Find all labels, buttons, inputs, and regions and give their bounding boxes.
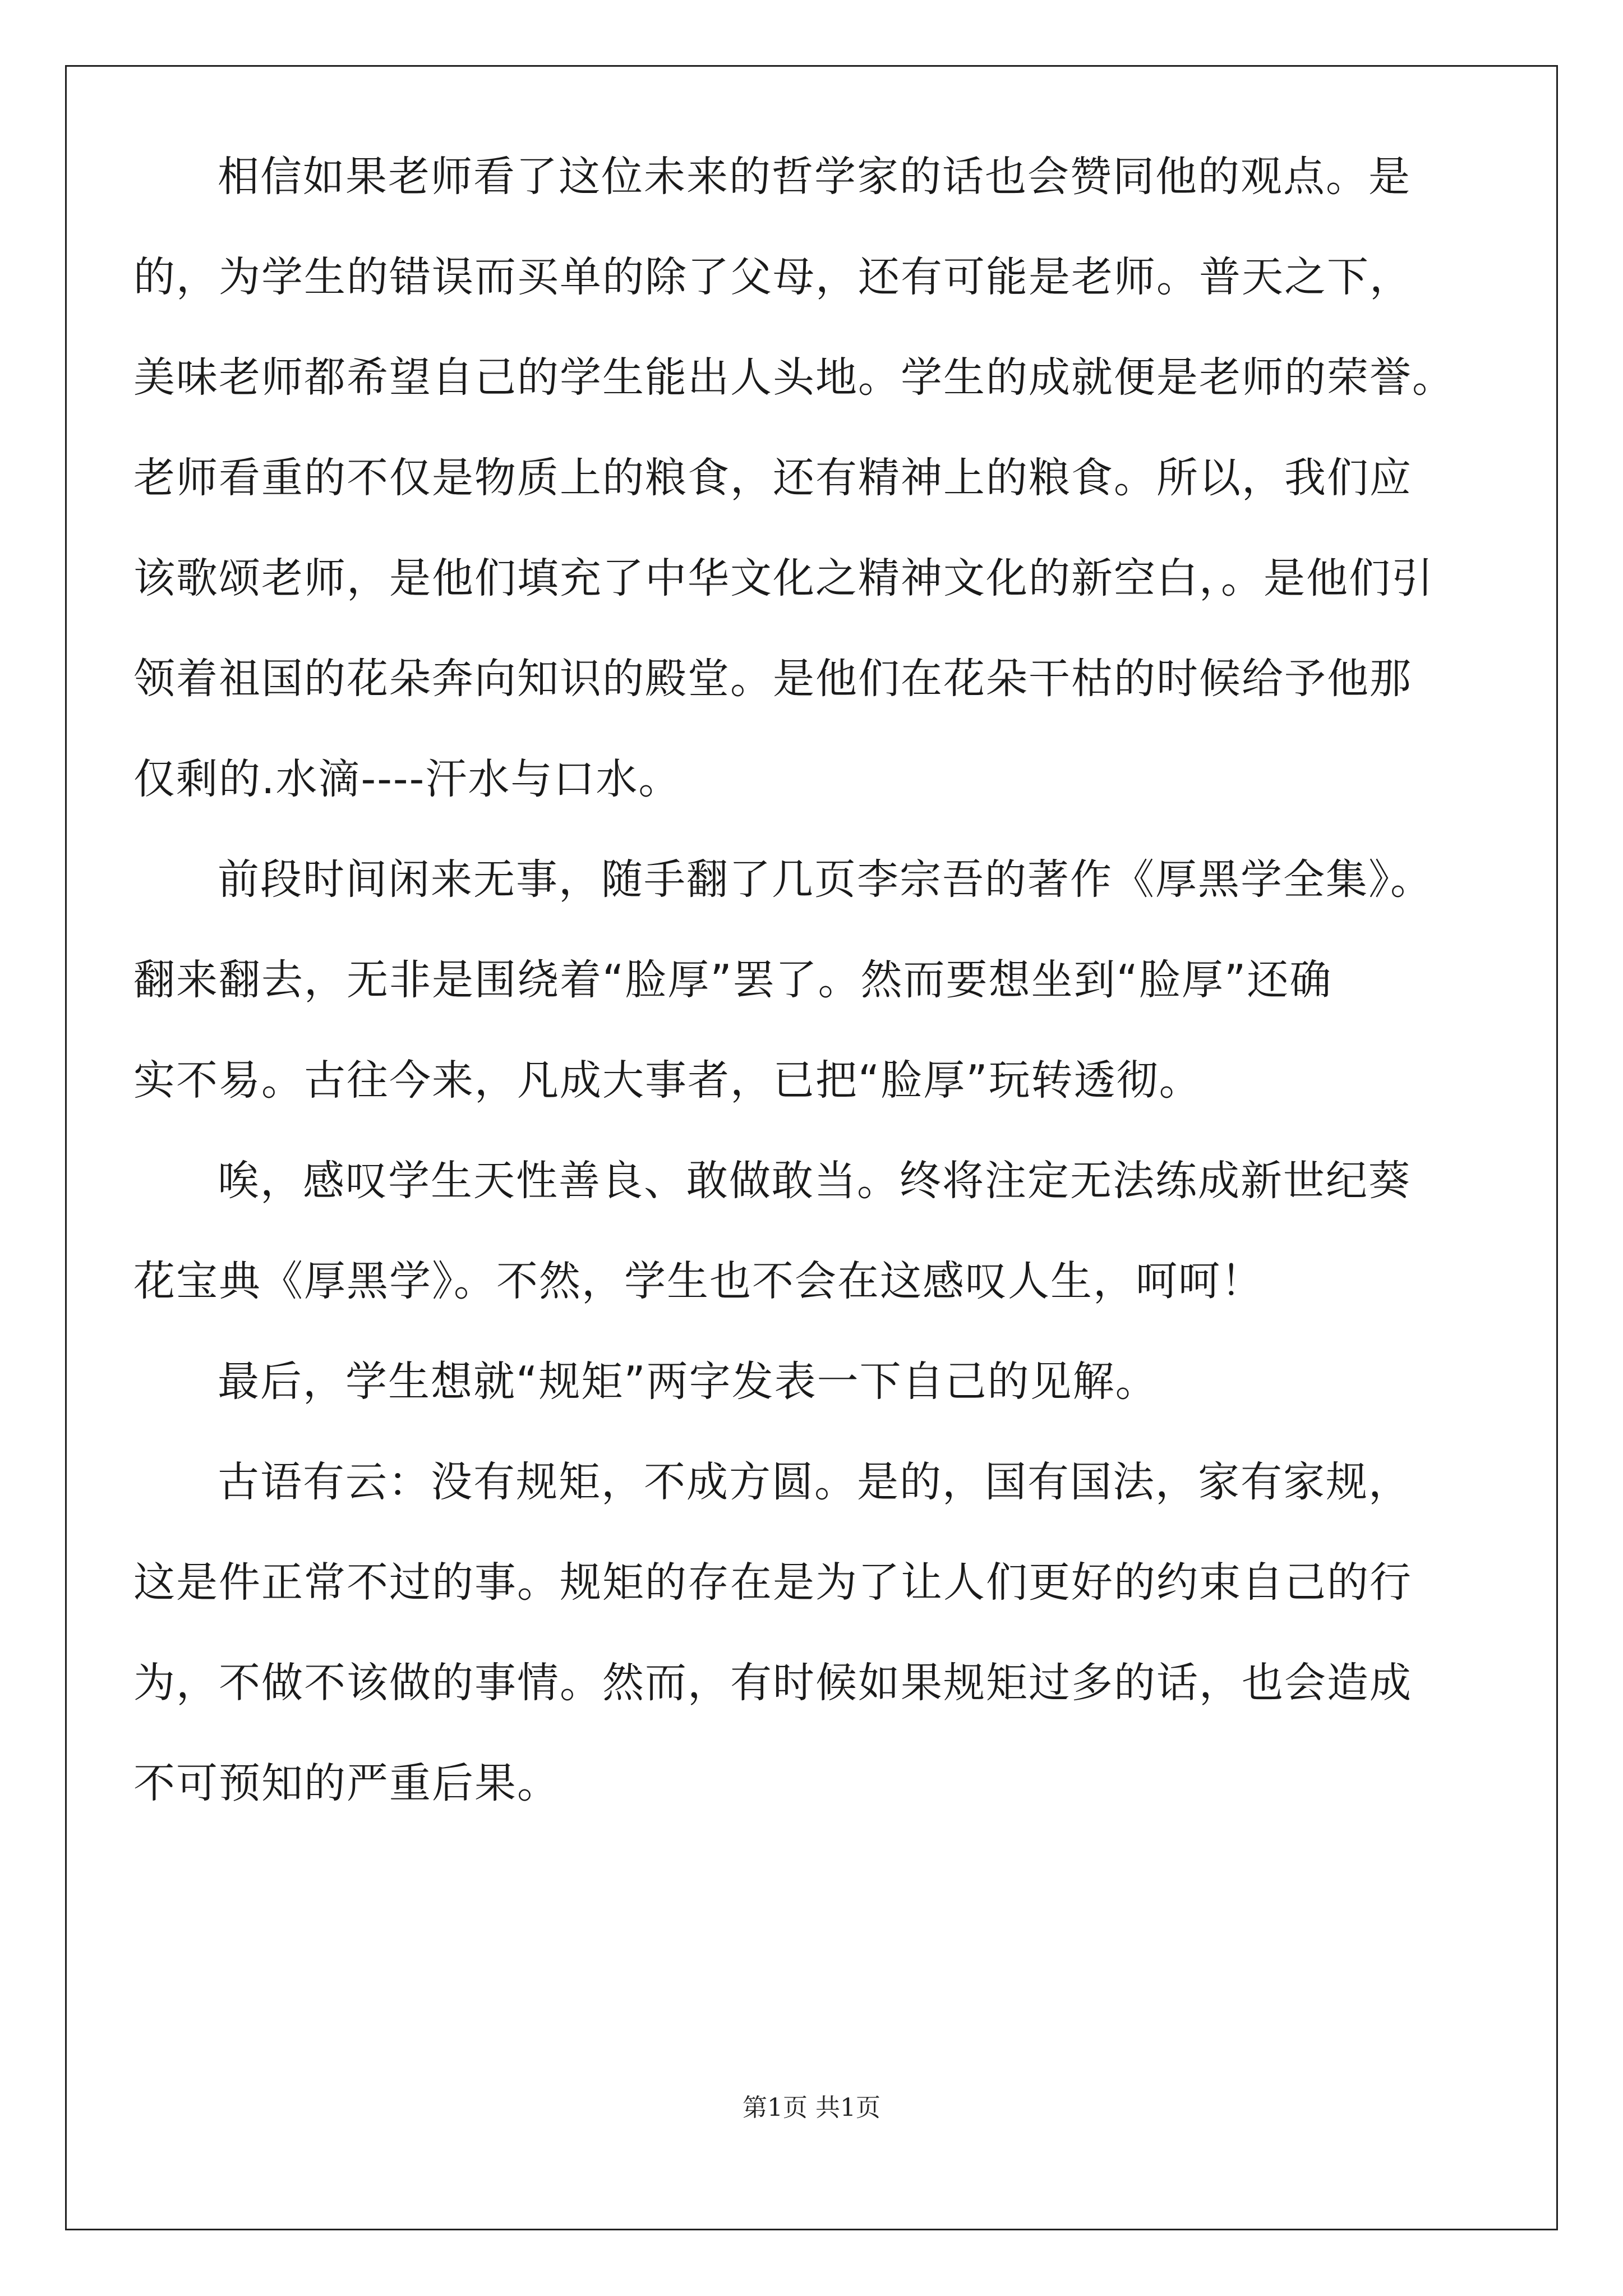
text-line: 不可预知的严重后果。 xyxy=(133,1759,560,1807)
text-line: 唉，感叹学生天性善良、敢做敢当。终将注定无法练成新世纪葵 xyxy=(218,1157,1411,1205)
text-line: 翻来翻去，无非是围绕着“脸厚”罢了。然而要想坐到“脸厚”还确 xyxy=(133,956,1332,1004)
text-line: 为，不做不该做的事情。然而，有时候如果规矩过多的话，也会造成 xyxy=(133,1659,1412,1707)
text-line: 的，为学生的错误而买单的除了父母，还有可能是老师。普天之下， xyxy=(133,253,1412,301)
text-line: 实不易。古往今来，凡成大事者，已把“脸厚”玩转透彻。 xyxy=(133,1056,1202,1105)
text-line: 花宝典《厚黑学》。不然，学生也不会在这感叹人生，呵呵！ xyxy=(133,1257,1264,1305)
text-line: 最后，学生想就“规矩”两字发表一下自己的见解。 xyxy=(218,1358,1158,1406)
page-number-footer: 第1页 共1页 xyxy=(743,2093,880,2122)
text-line: 老师看重的不仅是物质上的粮食，还有精神上的粮食。所以，我们应 xyxy=(133,454,1412,502)
text-line: 美味老师都希望自己的学生能出人头地。学生的成就便是老师的荣誉。 xyxy=(133,353,1455,402)
text-line: 仅剩的.水滴----汗水与口水。 xyxy=(133,755,681,803)
text-line: 古语有云：没有规矩，不成方圆。是的，国有国法，家有家规， xyxy=(218,1458,1411,1506)
text-line: 领着祖国的花朵奔向知识的殿堂。是他们在花朵干枯的时候给予他那 xyxy=(133,655,1412,703)
text-line: 前段时间闲来无事，随手翻了几页李宗吾的著作《厚黑学全集》。 xyxy=(218,855,1433,904)
text-line: 相信如果老师看了这位未来的哲学家的话也会赞同他的观点。是 xyxy=(218,153,1411,201)
document-body xyxy=(133,127,1490,1834)
text-line: 这是件正常不过的事。规矩的存在是为了让人们更好的约束自己的行 xyxy=(133,1558,1412,1607)
text-line: 该歌颂老师，是他们填充了中华文化之精神文化的新空白，。是他们引 xyxy=(133,554,1434,602)
